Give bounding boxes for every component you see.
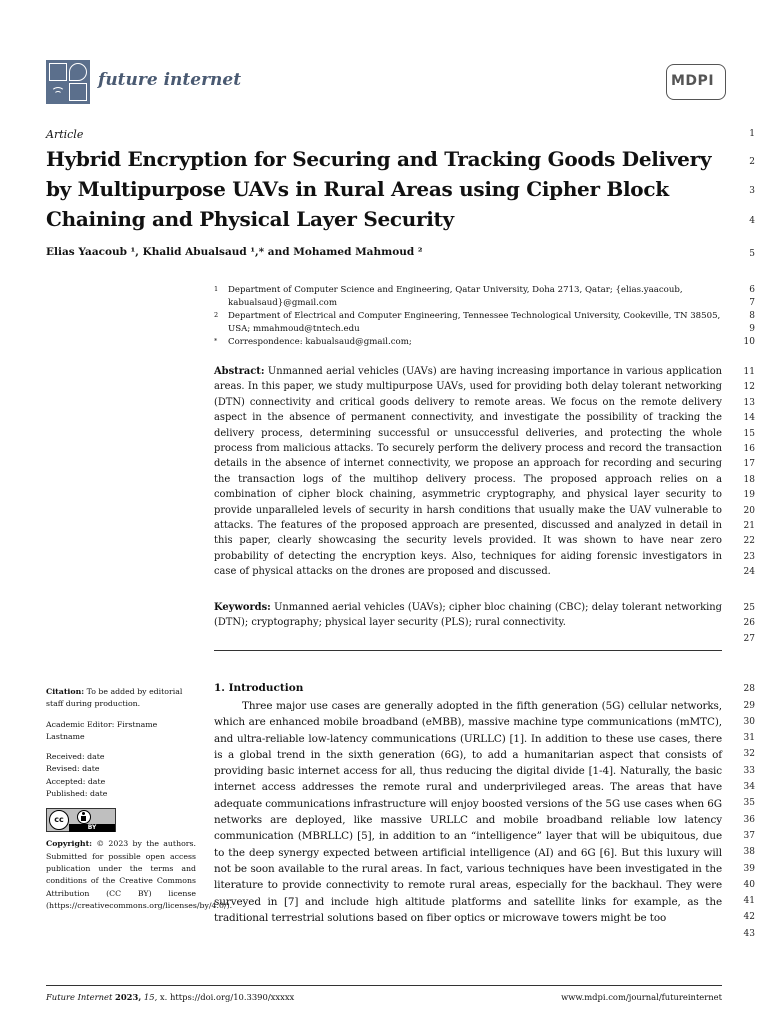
line-number: 37 xyxy=(743,831,755,841)
copyright-text: © 2023 by the authors. Submitted for possible open access publication under the terms and conditions of the Creative Commons Attribution (CC BY) license (https://creativecommons.org/licenses/by/4.0/). xyxy=(46,839,233,910)
footer-doi[interactable]: x. https://doi.org/10.3390/xxxxx xyxy=(159,992,295,1002)
line-number: 24 xyxy=(743,567,755,577)
affiliation-item xyxy=(214,310,724,336)
by-label: BY xyxy=(69,824,115,832)
footer-citation xyxy=(46,992,294,1002)
line-number: 10 xyxy=(743,337,755,347)
line-number: 14 xyxy=(743,413,755,423)
line-number: 17 xyxy=(743,459,755,469)
line-number: 18 xyxy=(743,475,755,485)
line-number: 9 xyxy=(749,324,755,334)
footer-journal-url[interactable]: www.mdpi.com/journal/futureinternet xyxy=(561,992,722,1002)
author-list: Elias Yaacoub ¹, Khalid Abualsaud ¹,* and Mohamed Mahmoud ² xyxy=(46,246,423,258)
line-number: 34 xyxy=(743,782,755,792)
line-number: 3 xyxy=(749,186,755,196)
section-heading: 1. Introduction xyxy=(214,682,304,694)
line-number: 29 xyxy=(743,701,755,711)
received-date: Received: date xyxy=(46,752,105,762)
introduction-paragraph: Three major use cases are generally adopted in the fifth generation (5G) cellular networks, which are enhanced mobile broadband (eMBB), massive machine type communications (mMTC), and ultra-reliable low-latency communications (URLLC) [1]. In addition to these use cases, there is a global trend in the sixth generation (6G), to add a humanitarian aspect that consists of providing basic internet access for all, thus reducing the digital divide [1-4]. Naturally, the basic internet access addresses the remote rural and underprivileged areas. The areas that have adequate communications infrastructure will enjoy boosted versions of the 5G use cases when 6G networks are deployed, like massive URLLC and mobile broadband reliable low latency communication (MBRLLC) [5], in addition to an “intelligence” layer that will be ubiquitous, due to the deep synergy expected between artificial intelligence (AI) and 6G [6]. But this luxury will not be soon available to the rural areas. In fact, various techniques have been investigated in the literature to provide connectivity to remote rural areas, especially for the backhaul. They were surveyed in [7] and include high altitude platforms and satellite links for example, as the traditional terrestrial solutions based on fiber optics or microwave towers might be too xyxy=(214,700,722,924)
line-number: 25 xyxy=(743,603,755,613)
article-sidebar xyxy=(46,686,233,912)
line-number: 2 xyxy=(749,157,755,167)
keywords xyxy=(214,600,722,631)
academic-editor: Academic Editor: Firstname Lastname xyxy=(46,719,158,741)
line-number: 4 xyxy=(749,216,755,226)
citation-block xyxy=(46,686,196,711)
keywords-text: Unmanned aerial vehicles (UAVs); cipher bloc chaining (CBC); delay tolerant networking (DTN); cryptography; physical layer security (PLS); rural connectivity. xyxy=(214,602,722,629)
line-number: 32 xyxy=(743,749,755,759)
introduction-section xyxy=(214,680,722,926)
journal-header xyxy=(46,60,726,108)
line-number: 36 xyxy=(743,815,755,825)
citation-text: To be added by editorial staff during production. xyxy=(46,687,183,709)
line-number: 8 xyxy=(749,311,755,321)
line-number: 21 xyxy=(743,521,755,531)
affiliation-item xyxy=(214,284,724,310)
line-number: 41 xyxy=(743,896,755,906)
line-number: 30 xyxy=(743,717,755,727)
line-number: 7 xyxy=(749,298,755,308)
copyright-notice xyxy=(46,838,233,912)
abstract-label: Abstract: xyxy=(214,366,265,377)
line-number: 23 xyxy=(743,552,755,562)
footer-year: 2023, xyxy=(115,992,142,1002)
line-number: 19 xyxy=(743,490,755,500)
affiliations xyxy=(214,284,724,349)
citation-label: Citation: xyxy=(46,687,85,696)
footer-divider xyxy=(46,985,722,986)
affiliation-text: Correspondence: kabualsaud@gmail.com; xyxy=(228,337,412,347)
publisher-logo xyxy=(666,64,726,100)
line-number: 38 xyxy=(743,847,755,857)
footer-journal: Future Internet xyxy=(46,992,113,1002)
line-number: 43 xyxy=(743,929,755,939)
abstract xyxy=(214,364,722,580)
line-number: 5 xyxy=(749,249,755,259)
line-number: 16 xyxy=(743,444,755,454)
affiliation-text: Department of Electrical and Computer Engineering, Tennessee Technological University, Cookeville, TN 38505, USA; mmahmoud@tntech.edu xyxy=(228,311,721,334)
line-number: 28 xyxy=(743,684,755,694)
line-number: 39 xyxy=(743,864,755,874)
line-number: 22 xyxy=(743,536,755,546)
abstract-text: Unmanned aerial vehicles (UAVs) are having increasing importance in various application areas. In this paper, we study multipurpose UAVs, used for providing both delay tolerant networking (DTN) connectivity and critical goods delivery to remote areas. We focus on the remote delivery aspect in the absence of permanent connectivity, and investigate the possibility of tracking the delivery process, determining successful or unsuccessful deliveries, and protecting the whole process from malicious attacks. To securely perform the delivery process and record the transaction details in the absence of internet connectivity, we propose an approach for recording and securing the transaction logs of the multihop delivery process. The proposed approach relies on a combination of cipher block chaining, asymmetric cryptography, and physical layer security to provide unparalleled levels of security in harsh conditions that usually make the UAV vulnerable to attacks. The features of the proposed approach are presented, discussed and analyzed in detail in this paper, clearly showcasing the security levels provided. It was shown to have near zero probability of detecting the encryption keys. Also, techniques for aiding forensic investigators in case of physical attacks on the drones are proposed and discussed. xyxy=(214,366,723,578)
affiliation-mark: 2 xyxy=(214,311,219,319)
keywords-label: Keywords: xyxy=(214,602,271,613)
line-number: 20 xyxy=(743,506,755,516)
affiliation-item xyxy=(214,336,724,349)
line-number: 40 xyxy=(743,880,755,890)
line-number: 27 xyxy=(743,634,755,644)
footer-volume: 15, xyxy=(143,992,158,1002)
journal-logo-icon xyxy=(46,60,90,104)
line-number: 35 xyxy=(743,798,755,808)
line-number: 42 xyxy=(743,912,755,922)
paper-title: Hybrid Encryption for Securing and Tracking Goods Delivery by Multipurpose UAVs in Rural Areas using Cipher Block Chaining and Physical Layer Security xyxy=(46,147,712,231)
line-number: 33 xyxy=(743,766,755,776)
line-number: 6 xyxy=(749,285,755,295)
publisher-name: MDPI xyxy=(671,73,715,89)
article-type: Article xyxy=(46,128,84,141)
accepted-date: Accepted: date xyxy=(46,776,106,786)
line-number: 31 xyxy=(743,733,755,743)
attribution-icon xyxy=(77,810,91,824)
copyright-label: Copyright: xyxy=(46,839,93,849)
line-number: 12 xyxy=(743,382,755,392)
revised-date: Revised: date xyxy=(46,764,100,774)
line-number: 1 xyxy=(749,129,755,139)
affiliation-mark: * xyxy=(214,337,218,345)
line-number: 13 xyxy=(743,398,755,408)
published-date: Published: date xyxy=(46,789,108,799)
line-number: 11 xyxy=(743,367,755,377)
cc-icon: cc xyxy=(49,810,69,830)
cc-by-license-icon[interactable] xyxy=(46,808,116,832)
line-number: 15 xyxy=(743,429,755,439)
affiliation-mark: 1 xyxy=(214,285,219,293)
affiliation-text: Department of Computer Science and Engineering, Qatar University, Doha 2713, Qatar; {elias.yaacoub, kabualsaud}@gmail.com xyxy=(228,285,683,308)
line-number: 26 xyxy=(743,618,755,628)
section-divider xyxy=(214,650,722,651)
journal-name: future internet xyxy=(98,70,242,90)
